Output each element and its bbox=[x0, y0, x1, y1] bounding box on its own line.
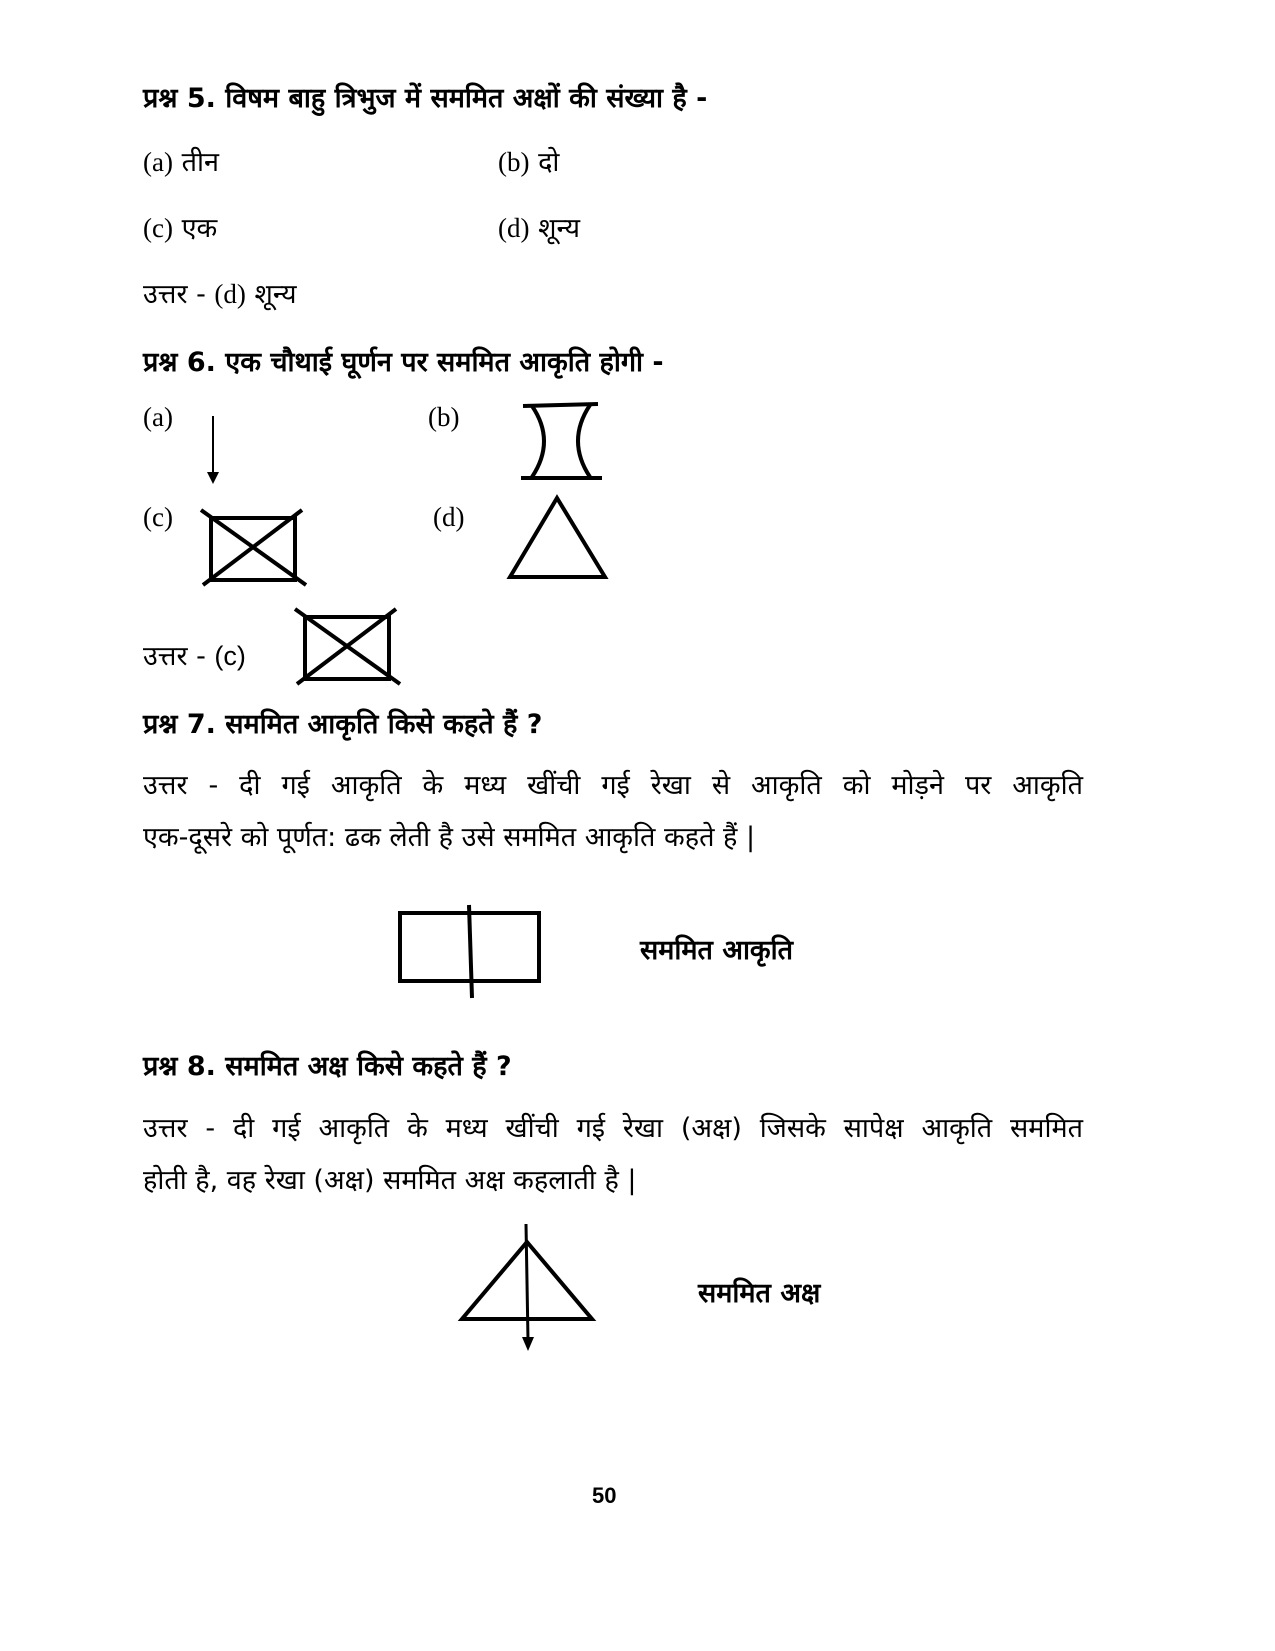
q8-title: प्रश्न 8. सममित अक्ष किसे कहते हैं ? bbox=[143, 1051, 512, 1082]
answer-prefix: उत्तर - bbox=[143, 641, 206, 672]
option-label: (b) bbox=[498, 147, 530, 177]
q7-figure-caption: सममित आकृति bbox=[640, 935, 794, 966]
answer-text: शून्य bbox=[254, 279, 297, 310]
option-label: (d) bbox=[498, 213, 530, 243]
q7-title: प्रश्न 7. सममित आकृति किसे कहते हैं ? bbox=[143, 709, 543, 740]
option-label: (a) bbox=[143, 147, 173, 177]
page-number: 50 bbox=[592, 1483, 617, 1508]
q8-figure-caption: सममित अक्ष bbox=[698, 1278, 821, 1309]
q5-option-a bbox=[143, 142, 219, 179]
q7-answer-line-2: एक-दूसरे को पूर्णत: ढक लेती है उसे सममित आकृति कहते हैं | bbox=[143, 822, 756, 853]
q6-option-b-label: (b) bbox=[428, 402, 460, 432]
q6-option-a-label: (a) bbox=[143, 402, 173, 432]
option-text: तीन bbox=[181, 147, 219, 178]
q6-option-d-label: (d) bbox=[433, 502, 465, 532]
q8-answer-line-2: होती है, वह रेखा (अक्ष) सममित अक्ष कहलाती है | bbox=[143, 1165, 637, 1196]
q8-answer-line-1: उत्तर - दी गई आकृति के मध्य खींची गई रेखा (अक्ष) जिसके सापेक्ष आकृति सममित bbox=[143, 1113, 1083, 1144]
down-arrow-icon bbox=[200, 412, 230, 487]
q7-answer-line-1: उत्तर - दी गई आकृति के मध्य खींची गई रेखा से आकृति को मोड़ने पर आकृति bbox=[143, 770, 1083, 801]
crossed-square-icon bbox=[198, 508, 310, 588]
answer-label: (d) bbox=[214, 279, 246, 309]
answer-crossed-square-icon bbox=[292, 607, 404, 687]
q6-title: प्रश्न 6. एक चौथाई घूर्णन पर सममित आकृति होगी - bbox=[143, 347, 664, 378]
q6-option-c-label: (c) bbox=[143, 502, 173, 532]
q5-option-b bbox=[498, 142, 559, 179]
option-text: एक bbox=[181, 213, 218, 244]
option-text: दो bbox=[538, 147, 560, 178]
q5-option-c bbox=[143, 208, 217, 245]
answer-prefix: उत्तर - bbox=[143, 279, 206, 310]
q6-answer bbox=[143, 636, 246, 673]
concave-sided-shape-icon bbox=[518, 400, 603, 485]
option-label: (c) bbox=[143, 213, 173, 243]
triangle-icon bbox=[505, 492, 610, 587]
q5-option-d bbox=[498, 208, 580, 245]
option-text: शून्य bbox=[538, 213, 581, 244]
answer-label: (c) bbox=[214, 641, 246, 671]
q5-answer bbox=[143, 274, 297, 311]
symmetric-figure-rectangle bbox=[395, 903, 545, 1001]
symmetry-axis-triangle bbox=[455, 1222, 600, 1357]
q5-title: प्रश्न 5. विषम बाहु त्रिभुज में सममित अक्षों की संख्या है - bbox=[143, 83, 708, 114]
